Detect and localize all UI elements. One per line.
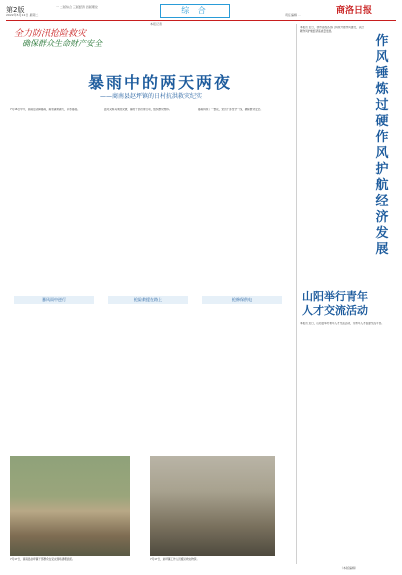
banner-slogan-1: 全力防汛抢险救灾 <box>14 29 87 39</box>
subhead-2: 抢险救援在路上 <box>108 296 188 304</box>
newspaper-logo: 商洛日报 <box>336 6 373 16</box>
paragraph: 暴雨持续了一整夜，党员干部坚守一线，确保群众安全。 <box>198 108 263 111</box>
article-column-2 <box>104 108 192 288</box>
article-subtitle: ——商南县赵坪镇的日村抗洪救灾纪实 <box>100 93 203 100</box>
right-vertical-title: 作 风 锤 炼 过 硬 作 风 护 航 经 济 发 展 <box>375 34 389 257</box>
right-headline-2-line2: 人才交流活动 <box>302 304 368 317</box>
subhead-1: 暴风雨中逆行 <box>14 296 94 304</box>
banner-slogan-2: 确保群众生命财产安全 <box>22 39 102 48</box>
article-column-3 <box>198 108 286 288</box>
photo-caption-right: 7月17日，赵坪镇工作人员搬运救灾物资。 <box>150 558 200 561</box>
section-label: 综 合 <box>160 4 230 18</box>
article-column-1 <box>10 108 98 288</box>
right-headline-2-line1: 山阳举行青年 <box>302 290 368 303</box>
photo-relief-supplies <box>150 456 275 556</box>
footer-note: （本版编辑） <box>340 566 359 570</box>
right-article-body: 本报讯 近日，我市各级各部门持续开展作风建设，以过硬作风护航经济高质量发展。 <box>300 26 364 33</box>
editor-info: 责任编辑 ··· <box>285 13 301 17</box>
byline: 本报记者 <box>150 22 163 26</box>
issue-date: 2022年5月12日 星期二 <box>6 13 39 17</box>
paragraph: 面对突如其来的灾情，镇村干部迅速行动，组织群众转移。 <box>104 108 172 111</box>
header-divider <box>6 20 396 21</box>
paragraph: 7月16日中午，商南县突降暴雨，雨势越来越大，河水暴涨。 <box>10 108 80 111</box>
right-headline-2 <box>302 290 392 318</box>
article-title: 暴雨中的两天两夜 <box>87 73 232 92</box>
subhead-3: 抢修保供电 <box>202 296 282 304</box>
photo-caption-left: 7月17日，商南县赵坪镇干部群众在受灾现场清理淤泥。 <box>10 558 75 561</box>
photo-flood-cleanup <box>10 456 130 556</box>
right-article-2-body: 本报讯 近日，山阳县举办青年人才交流活动，为青年人才搭建交流平台。 <box>300 322 384 325</box>
page-number: 第2版 <box>6 6 25 14</box>
column-divider <box>296 24 297 564</box>
section-nav: 一 二版综合 三版经济 四版理论 <box>56 5 98 9</box>
